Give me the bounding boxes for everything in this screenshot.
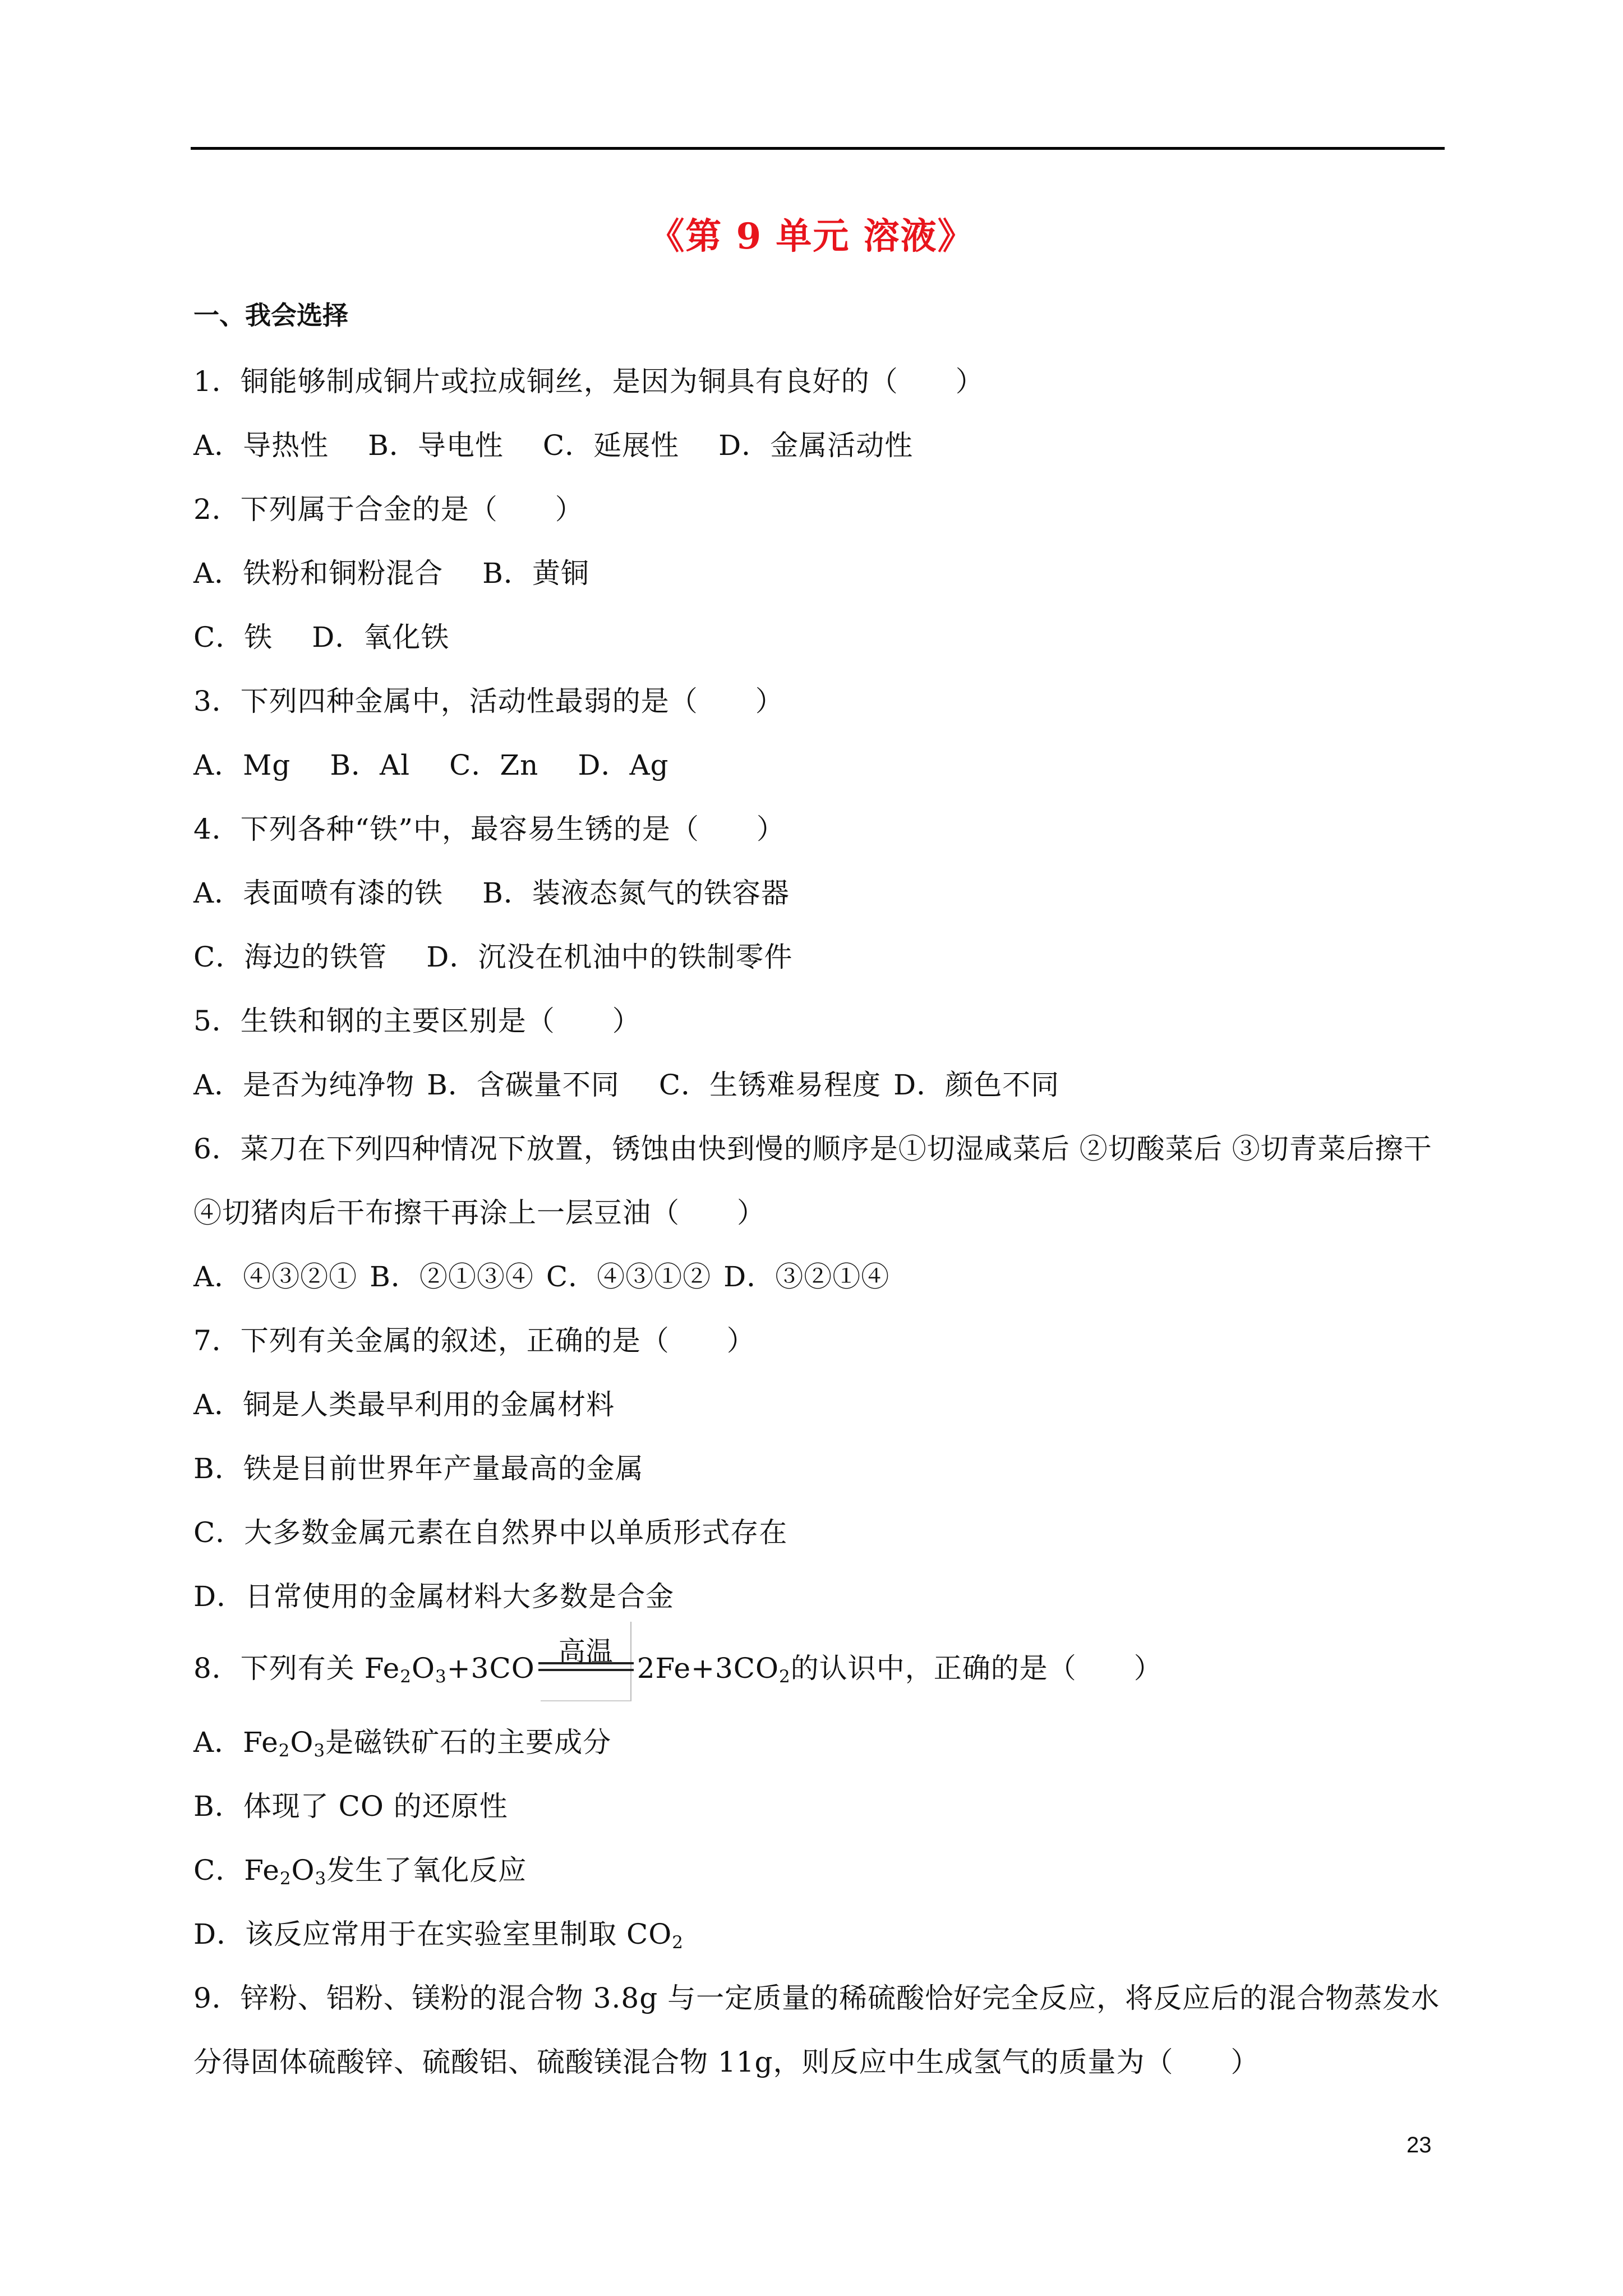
option-a: A．④③②①: [193, 1260, 358, 1293]
question-7-option-a: A．铜是人类最早利用的金属材料: [193, 1388, 615, 1421]
option-b: B．含碳量不同: [427, 1069, 620, 1101]
question-9-stem-line-1: 9．锌粉、铝粉、镁粉的混合物 3.8g 与一定质量的稀硫酸恰好完全反应，将反应后的混合物蒸发水: [193, 1982, 1440, 2014]
option-c: C．生锈难易程度: [658, 1069, 882, 1101]
option-a: A．是否为纯净物: [193, 1069, 415, 1101]
option-a: A．表面喷有漆的铁: [193, 877, 444, 909]
question-6-stem-line-2: ④切猪肉后干布擦干再涂上一层豆油（ ）: [193, 1197, 766, 1229]
option-d: D．金属活动性: [718, 429, 914, 462]
question-8-option-c: C．$Fe_2O_3$发生了氧化反应: [193, 1854, 527, 1889]
option-b: B．Al: [330, 749, 411, 781]
page-title: 《第 9 单元 溶液》: [648, 215, 975, 257]
reaction-condition: 高温: [538, 1649, 634, 1681]
question-8-stem: 8．下列有关 $Fe_2O_3+3CO$ 高温 $2Fe+3CO_2$的认识中，正确的是（ ）: [193, 1646, 1163, 1686]
option-c: C．海边的铁管: [193, 941, 388, 973]
question-8-option-a: A．$Fe_2O_3$是磁铁矿石的主要成分: [193, 1726, 612, 1761]
option-d: D．③②①④: [723, 1260, 890, 1293]
question-2-stem: 2．下列属于合金的是（ ）: [193, 493, 584, 526]
option-b: B．导电性: [368, 429, 504, 462]
question-4-options-cd: [193, 935, 792, 975]
question-5-stem: 5．生铁和钢的主要区别是（ ）: [193, 1005, 641, 1037]
question-3-stem: 3．下列四种金属中，活动性最弱的是（ ）: [193, 685, 784, 717]
question-1-stem: 1．铜能够制成铜片或拉成铜丝，是因为铜具有良好的（ ）: [193, 365, 984, 398]
option-b: B．装液态氮气的铁容器: [482, 877, 790, 909]
question-1-options: [193, 423, 913, 463]
section-heading: 一、我会选择: [193, 300, 348, 330]
question-9-stem-line-2: 分得固体硫酸锌、硫酸铝、硫酸镁混合物 11g，则反应中生成氢气的质量为（ ）: [193, 2046, 1260, 2078]
header-rule: [191, 147, 1445, 150]
option-c: C．Zn: [449, 749, 539, 781]
page-number: 23: [1407, 2133, 1432, 2157]
question-8-option-d: D．该反应常用于在实验室里制取 $CO_2$: [193, 1918, 684, 1953]
option-b: B．黄铜: [482, 557, 589, 590]
question-7-option-c: C．大多数金属元素在自然界中以单质形式存在: [193, 1516, 788, 1549]
option-d: D．沉没在机油中的铁制零件: [426, 941, 793, 973]
question-8-option-b: B．体现了 CO 的还原性: [193, 1790, 508, 1823]
option-a: A．铁粉和铜粉混合: [193, 557, 444, 590]
question-2-options-ab: [193, 551, 589, 591]
option-c: C．铁: [193, 621, 273, 654]
question-5-options: [193, 1062, 1059, 1103]
question-4-options-ab: [193, 871, 790, 911]
question-7-stem: 7．下列有关金属的叙述，正确的是（ ）: [193, 1324, 755, 1357]
question-4-stem: 4．下列各种“铁”中，最容易生锈的是（ ）: [193, 813, 785, 845]
question-6-options: [193, 1254, 889, 1295]
question-3-options: [193, 743, 669, 783]
question-7-option-d: D．日常使用的金属材料大多数是合金: [193, 1580, 675, 1613]
question-6-stem-line-1: 6．菜刀在下列四种情况下放置，锈蚀由快到慢的顺序是①切湿咸菜后 ②切酸菜后 ③切青菜后擦干: [193, 1133, 1432, 1165]
question-7-option-b: B．铁是目前世界年产量最高的金属: [193, 1452, 644, 1485]
option-a: A．Mg: [193, 749, 291, 781]
question-2-options-cd: [193, 615, 449, 655]
option-d: D．Ag: [578, 749, 669, 781]
option-c: C．④③①②: [546, 1260, 712, 1293]
option-a: A．导热性: [193, 429, 329, 462]
option-c: C．延展性: [542, 429, 680, 462]
option-d: D．颜色不同: [893, 1069, 1060, 1101]
option-b: B．②①③④: [370, 1260, 534, 1293]
option-d: D．氧化铁: [312, 621, 450, 654]
